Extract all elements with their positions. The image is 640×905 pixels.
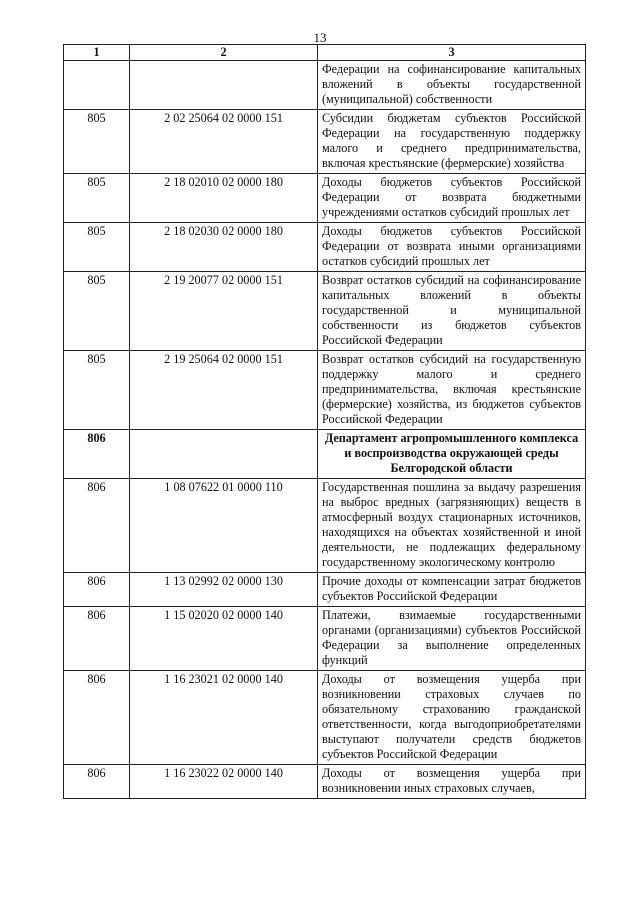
revenue-description: Доходы от возмещения ущерба при возникновении страховых случаев по обязательному страхованию гражданской ответственности, когда выгодоприобретателями выступают получатели средств бюджетов субъектов Российской Федерации xyxy=(318,671,586,765)
admin-code: 806 xyxy=(64,765,130,799)
revenue-description: Доходы бюджетов субъектов Российской Федерации от возврата бюджетными учреждениями остатков субсидий прошлых лет xyxy=(318,174,586,223)
table-row xyxy=(64,573,586,607)
revenue-description: Государственная пошлина за выдачу разрешения на выброс вредных (загрязняющих) веществ в атмосферный воздух стационарных источников, находящихся на объектах хозяйственной и иной деятельности, не подлежащих федеральному государственному экологическому контролю xyxy=(318,479,586,573)
revenue-code: 2 02 25064 02 0000 151 xyxy=(130,110,318,174)
admin-code: 805 xyxy=(64,174,130,223)
revenue-description: Возврат остатков субсидий на софинансирование капитальных вложений в объекты государственной и муниципальной собственности из бюджетов субъектов Российской Федерации xyxy=(318,272,586,351)
table-row xyxy=(64,479,586,573)
revenue-description: Доходы от возмещения ущерба при возникновении иных страховых случаев, xyxy=(318,765,586,799)
revenue-code xyxy=(130,61,318,110)
admin-code: 806 xyxy=(64,607,130,671)
revenue-description: Возврат остатков субсидий на государственную поддержку малого и среднего предпринимательства, включая крестьянские (фермерские) хозяйства, из бюджетов субъектов Российской Федерации xyxy=(318,351,586,430)
revenue-description: Прочие доходы от компенсации затрат бюджетов субъектов Российской Федерации xyxy=(318,573,586,607)
admin-code: 805 xyxy=(64,272,130,351)
admin-code: 805 xyxy=(64,351,130,430)
admin-code: 805 xyxy=(64,110,130,174)
table-row xyxy=(64,61,586,110)
department-row xyxy=(64,430,586,479)
department-name: Департамент агропромышленного комплекса и воспроизводства окружающей среды Белгородской области xyxy=(318,430,586,479)
table-row xyxy=(64,223,586,272)
page-number: 13 xyxy=(313,30,327,45)
revenue-description: Доходы бюджетов субъектов Российской Федерации от возврата иными организациями остатков субсидий прошлых лет xyxy=(318,223,586,272)
revenue-code: 2 19 20077 02 0000 151 xyxy=(130,272,318,351)
revenue-code: 1 13 02992 02 0000 130 xyxy=(130,573,318,607)
admin-code: 806 xyxy=(64,573,130,607)
revenue-code: 1 15 02020 02 0000 140 xyxy=(130,607,318,671)
table-row xyxy=(64,607,586,671)
revenue-description: Платежи, взимаемые государственными органами (организациями) субъектов Российской Федерации за выполнение определенных функций xyxy=(318,607,586,671)
revenue-code xyxy=(130,430,318,479)
table-row xyxy=(64,351,586,430)
column-header-3: 3 xyxy=(318,45,586,61)
admin-code: 806 xyxy=(64,479,130,573)
column-header-1: 1 xyxy=(64,45,130,61)
table-row xyxy=(64,765,586,799)
revenue-code: 2 18 02010 02 0000 180 xyxy=(130,174,318,223)
table-row xyxy=(64,110,586,174)
revenue-code: 2 18 02030 02 0000 180 xyxy=(130,223,318,272)
revenue-code: 1 16 23022 02 0000 140 xyxy=(130,765,318,799)
table-row xyxy=(64,272,586,351)
table-header-row xyxy=(64,45,586,61)
revenue-code: 1 08 07622 01 0000 110 xyxy=(130,479,318,573)
admin-code: 806 xyxy=(64,430,130,479)
admin-code: 806 xyxy=(64,671,130,765)
revenue-codes-table xyxy=(63,44,586,799)
revenue-description: Федерации на софинансирование капитальных вложений в объекты государственной (муниципальной) собственности xyxy=(318,61,586,110)
revenue-description: Субсидии бюджетам субъектов Российской Федерации на государственную поддержку малого и среднего предпринимательства, включая крестьянские (фермерские) хозяйства xyxy=(318,110,586,174)
table-row xyxy=(64,671,586,765)
revenue-code: 2 19 25064 02 0000 151 xyxy=(130,351,318,430)
admin-code xyxy=(64,61,130,110)
column-header-2: 2 xyxy=(130,45,318,61)
table-row xyxy=(64,174,586,223)
revenue-code: 1 16 23021 02 0000 140 xyxy=(130,671,318,765)
admin-code: 805 xyxy=(64,223,130,272)
